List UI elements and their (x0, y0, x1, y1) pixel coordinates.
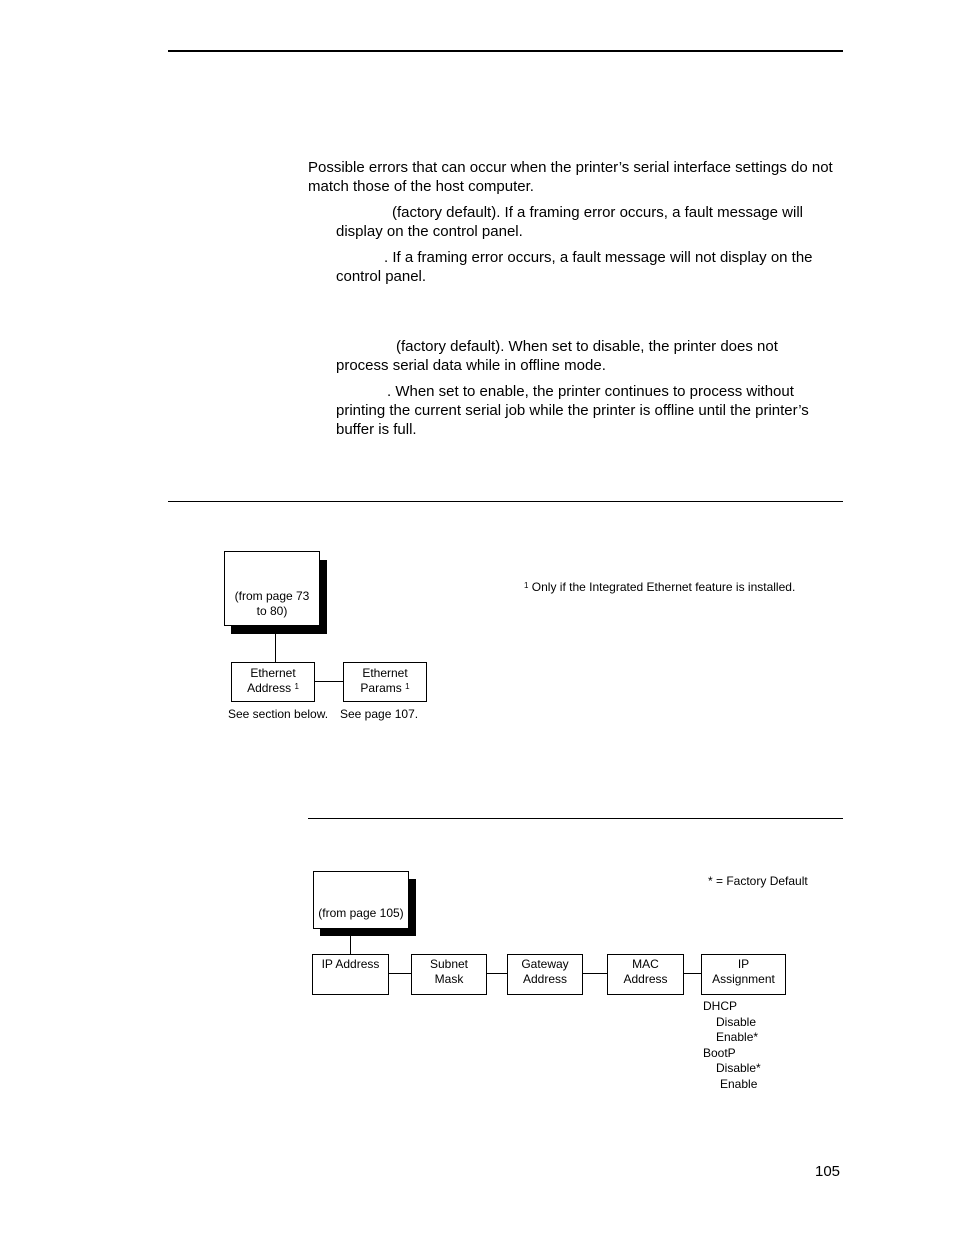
mac-address-box (607, 954, 684, 995)
offline-enable-text: . When set to enable, the printer continues to process without printing the current serial job while the printer is offline until the printer’s buffer is full. (336, 383, 809, 438)
ethernet-address-box (231, 662, 315, 702)
gateway-address-box (507, 954, 583, 995)
connector-mac-ip-assignment (684, 973, 701, 974)
ip-address-box (312, 954, 389, 995)
top-rule (168, 50, 843, 52)
section-rule (168, 501, 843, 502)
ip-assignment-line2: Assignment (712, 972, 775, 986)
factory-default-legend: * = Factory Default (708, 874, 808, 888)
framing-default-text: (factory default). If a framing error occurs, a fault message will display on the control panel. (336, 204, 803, 240)
connector2-vertical (350, 936, 351, 954)
serial-intro: Possible errors that can occur when the printer’s serial interface settings do not match those of the host computer. (308, 159, 833, 195)
gateway-address-line1: Gateway (521, 957, 569, 971)
offline-default-text: (factory default). When set to disable, the printer does not process serial data while in offline mode. (336, 338, 778, 374)
framing-other-text: . If a framing error occurs, a fault message will not display on the control panel. (336, 249, 813, 285)
subsection-rule (308, 818, 843, 819)
option-bootp-disable: Disable* (716, 1061, 761, 1075)
connector-gateway-mac (583, 973, 607, 974)
ethernet-address-caption: See section below. (228, 707, 329, 721)
parent-menu-box (224, 551, 320, 626)
ethernet-params-line1: Ethernet (362, 666, 408, 680)
ethernet-address-line2: Address $^1$ (247, 681, 299, 695)
connector-vertical (275, 634, 276, 662)
option-dhcp-enable: Enable* (716, 1030, 759, 1044)
footnote: $^1$ Only if the Integrated Ethernet feature is installed. (524, 580, 796, 594)
ip-address-label: IP Address (321, 957, 380, 971)
connector-horizontal (315, 681, 343, 682)
mac-address-line2: Address (623, 972, 668, 986)
option-dhcp: DHCP (703, 999, 738, 1013)
parent-menu-box2 (313, 871, 409, 929)
gateway-address-line2: Address (522, 972, 568, 986)
ip-assignment-box (701, 954, 786, 995)
connector-subnet-gateway (487, 973, 507, 974)
option-dhcp-disable: Disable (716, 1015, 757, 1029)
subnet-mask-box (411, 954, 487, 995)
ethernet-params-caption: See page 107. (340, 707, 419, 721)
ethernet-params-box (343, 662, 427, 702)
parent-menu-label: (from page 73 to 80) (234, 589, 310, 618)
ip-assignment-line1: IP (737, 957, 750, 971)
option-bootp-enable: Enable (720, 1077, 758, 1091)
connector-ip-subnet (389, 973, 411, 974)
subnet-mask-line2: Mask (434, 972, 464, 986)
parent-menu2-label: (from page 105) (318, 906, 404, 920)
mac-address-line1: MAC (632, 957, 659, 971)
option-bootp: BootP (703, 1046, 736, 1060)
ethernet-address-line1: Ethernet (250, 666, 296, 680)
page-number: 105 (815, 1163, 841, 1180)
subnet-mask-line1: Subnet (429, 957, 469, 971)
ethernet-params-line2: Params $^1$ (360, 681, 410, 695)
